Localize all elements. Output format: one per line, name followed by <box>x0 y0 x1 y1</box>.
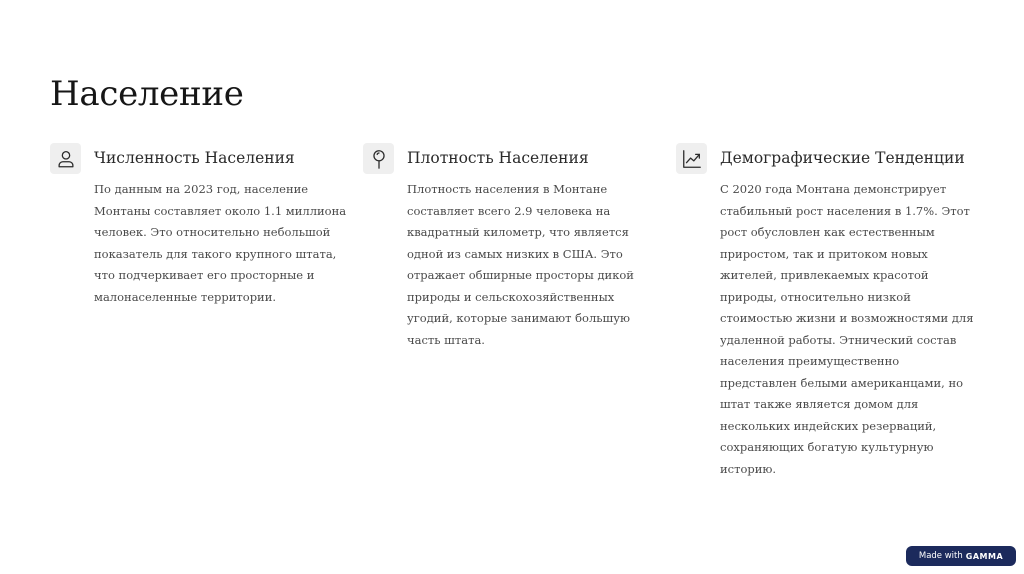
card-text: С 2020 года Монтана демонстрирует стабильный рост населения в 1.7%. Этот рост обусловлен как естественным приростом, так и притоком новых жителей, привлекаемых красотой природы, относительно низкой стоимостью жизни и возможностями для удаленной работы. Этнический состав населения преимущественно представлен белыми американцами, но штат также является домом для нескольких индейских резерваций, сохраняющих богатую культурную историю. <box>720 182 974 476</box>
made-with-gamma-badge[interactable] <box>906 546 1016 566</box>
gamma-logo: GAMMA <box>965 551 1004 561</box>
person-icon <box>50 143 81 174</box>
card-text: Плотность населения в Монтане составляет всего 2.9 человека на квадратный километр, что является одной из самых низких в США. Это отражает обширные просторы дикой природы и сельскохозяйственных угодий, которые занимают большую часть штата. <box>407 182 634 347</box>
badge-prefix: Made with <box>918 551 963 561</box>
card-heading: Демографические Тенденции <box>720 149 965 167</box>
card-text: По данным на 2023 год, население Монтаны составляет около 1.1 миллиона человек. Это относительно небольшой показатель для такого крупного штата, что подчеркивает его просторные и малонаселенные территории. <box>94 182 347 304</box>
page-title: Население <box>50 74 244 114</box>
map-pin-icon <box>363 143 394 174</box>
card-heading: Численность Населения <box>94 149 295 167</box>
trend-chart-icon <box>676 143 707 174</box>
card-heading: Плотность Населения <box>407 149 589 167</box>
